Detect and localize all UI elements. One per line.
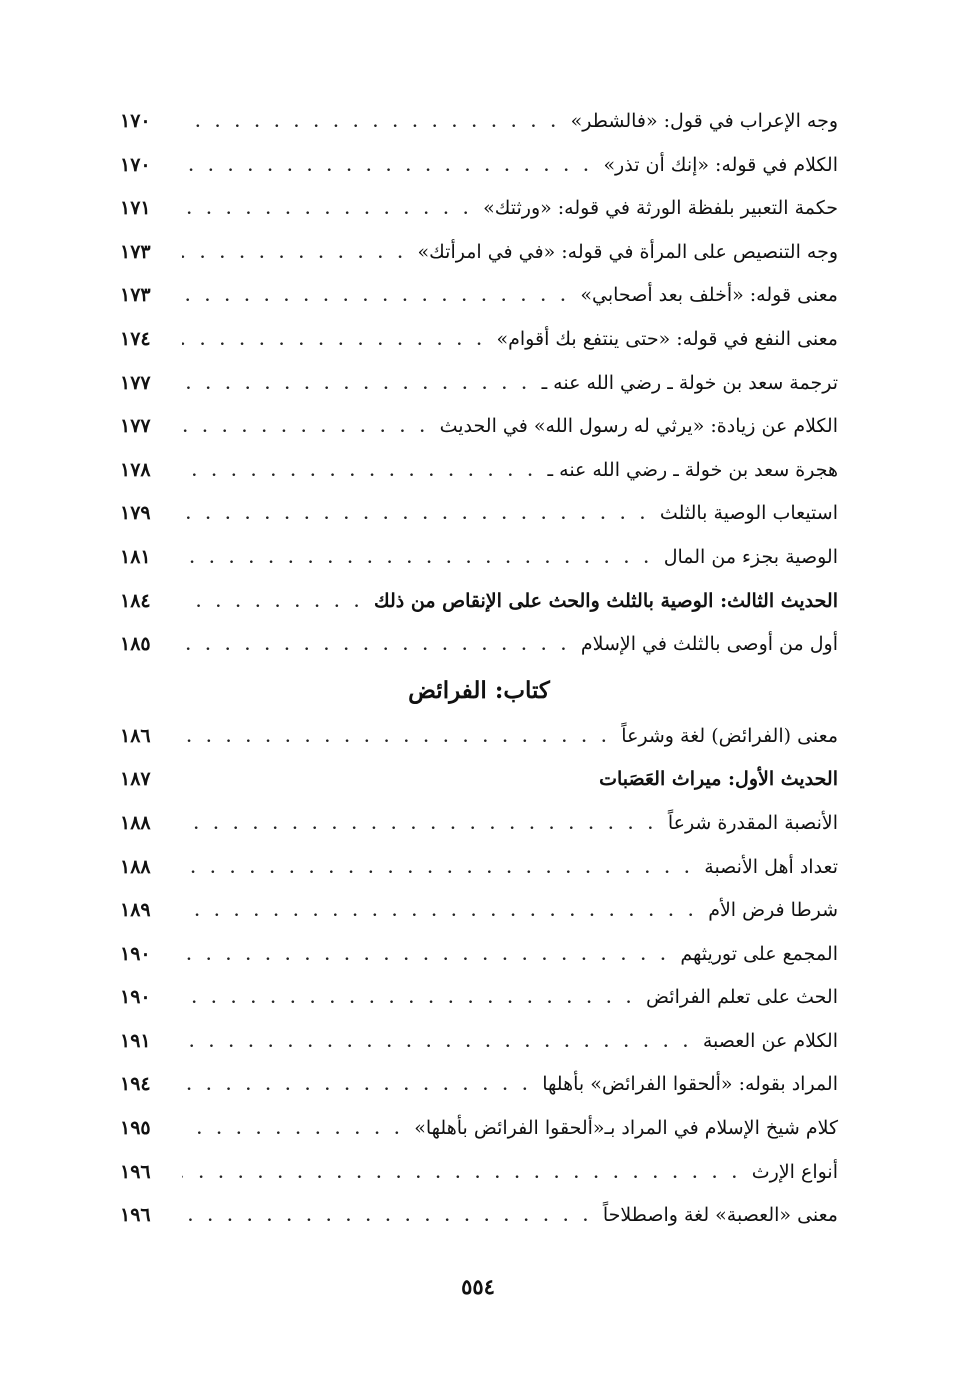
toc-entry [120, 144, 838, 188]
toc-entry-page: ١٧٠ [120, 110, 151, 132]
dot-leader [182, 717, 611, 761]
dot-leader [182, 320, 487, 364]
toc-entry-page: ١٧٧ [120, 415, 151, 438]
toc-entry [120, 846, 838, 890]
toc-entry [120, 1107, 838, 1151]
toc-entry-title: وجه التنصيص على المرأة في قوله: «في في امرأتك» [417, 240, 838, 263]
toc-entry [120, 449, 838, 493]
toc-entry-page: ١٧٣ [120, 240, 151, 263]
toc-entry [120, 492, 838, 536]
toc-entry [120, 536, 838, 580]
dot-leader [182, 364, 532, 408]
toc-entry-title: هجرة سعد بن خولة ـ رضي الله عنه ـ [547, 458, 838, 481]
toc-entry-page: ١٩٠ [120, 986, 151, 1009]
toc-entry-title: الحث على تعلم الفرائض [646, 986, 838, 1009]
toc-entry-title: معنى قوله: «أخلف بعد أصحابي» [580, 284, 838, 307]
toc-entry [120, 1063, 838, 1107]
dot-leader [182, 102, 561, 146]
toc-entry-page: ١٨٩ [120, 899, 151, 922]
toc-entry [120, 1194, 838, 1238]
toc-entry [120, 933, 838, 977]
toc-entry [120, 802, 838, 846]
page-number: ٥٥٤ [461, 1274, 495, 1299]
toc-entry-title: المجمع على توريثهم [680, 942, 838, 965]
toc-entry-title: الحديث الثالث: الوصية بالثلث والحث على الإنقاص من ذلك [373, 589, 838, 612]
toc-entry [120, 976, 838, 1020]
toc-entry [120, 405, 838, 449]
dot-leader [182, 494, 650, 538]
dot-leader [182, 1196, 593, 1240]
dot-leader [182, 146, 593, 190]
toc-entry-hadith-heading [120, 580, 838, 624]
toc-entry-page: ١٨٨ [120, 811, 151, 834]
toc-entry-page: ١٧٩ [120, 502, 151, 525]
dot-leader [182, 189, 473, 233]
toc-entry [120, 187, 838, 231]
toc-entry-page: ١٨٥ [120, 633, 151, 656]
toc-entry-page: ١٧٠ [120, 153, 151, 176]
dot-leader [182, 233, 408, 277]
toc-entry-page: ١٧٤ [120, 327, 151, 350]
toc-entry [120, 231, 838, 275]
toc-entry-title: استيعاب الوصية بالثلث [659, 502, 838, 525]
toc-entry-page: ١٨٨ [120, 855, 151, 878]
toc-entry-hadith-heading [120, 758, 838, 802]
toc-entry [120, 100, 838, 144]
toc-entry-page: ١٨٦ [120, 724, 151, 747]
toc-entry-page: ١٩٥ [120, 1117, 151, 1140]
dot-leader [182, 625, 571, 669]
table-of-contents [120, 100, 838, 1238]
dot-leader [182, 1153, 742, 1197]
dot-leader [182, 848, 694, 892]
toc-entry-page: ١٧٧ [120, 371, 151, 394]
dot-leader [182, 407, 430, 451]
toc-entry [120, 318, 838, 362]
dot-leader [182, 582, 364, 626]
toc-entry-title: الحديث الأول: ميراث العَصَبات [599, 768, 838, 791]
toc-entry-page: ١٧٨ [120, 458, 151, 481]
section-heading: كتاب: الفرائض [408, 676, 550, 704]
dot-leader [182, 978, 636, 1022]
toc-entry [120, 362, 838, 406]
toc-entry-page: ١٩٠ [120, 942, 151, 965]
toc-entry-page: ١٩٤ [120, 1073, 151, 1096]
dot-leader [182, 276, 570, 320]
toc-entry-page: ١٧٣ [120, 284, 151, 307]
toc-entry-title: المراد بقوله: «ألحقوا الفرائض» بأهلها [542, 1073, 838, 1096]
toc-entry-title: تعداد أهل الأنصبة [704, 855, 838, 878]
toc-entry-title: حكمة التعبير بلفظة الورثة في قوله: «ورثتك» [483, 197, 838, 220]
toc-entry-title: أنواع الإرث [751, 1160, 838, 1183]
toc-entry [120, 1020, 838, 1064]
toc-entry [120, 889, 838, 933]
toc-entry-title: معنى «العصبة» لغة واصطلاحاً [602, 1204, 838, 1227]
toc-entry-title: الأنصبة المقدرة شرعاً [667, 811, 838, 834]
toc-entry-title: معنى النفع في قوله: «حتى ينتفع بك أقوام» [496, 327, 838, 350]
toc-entry-title: شرطا فرض الأم [708, 899, 838, 922]
toc-entry-page: ١٩٦ [120, 1204, 151, 1227]
dot-leader [182, 1065, 532, 1109]
toc-entry [120, 1151, 838, 1195]
toc-entry-title: الكلام عن زيادة: «يرثي له رسول الله» في الحديث [439, 415, 838, 438]
dot-leader [182, 935, 670, 979]
toc-entry-title: أول من أوصى بالثلث في الإسلام [580, 633, 838, 656]
toc-entry-title: الكلام عن العصبة [702, 1029, 838, 1052]
toc-entry-page: ١٨١ [120, 545, 151, 568]
dot-leader [182, 891, 698, 935]
toc-entry-page: ١٩٦ [120, 1160, 151, 1183]
toc-entry-title: ترجمة سعد بن خولة ـ رضي الله عنه ـ [541, 371, 838, 394]
toc-entry-title: معنى (الفرائض) لغة وشرعاً [621, 724, 838, 747]
dot-leader [182, 1022, 693, 1066]
toc-entry-title: كلام شيخ الإسلام في المراد بـ«ألحقوا الفرائض بأهلها» [414, 1117, 838, 1140]
toc-entry [120, 274, 838, 318]
dot-leader [182, 451, 538, 495]
dot-leader [182, 538, 654, 582]
toc-entry-page: ١٩١ [120, 1029, 151, 1052]
toc-entry-page: ١٧١ [120, 197, 151, 220]
toc-entry [120, 715, 838, 759]
toc-entry-page: ١٨٧ [120, 768, 151, 791]
toc-entry [120, 623, 838, 667]
toc-entry-title: الوصية بجزء من المال [663, 545, 838, 568]
dot-leader [182, 804, 658, 848]
toc-entry-title: الكلام في قوله: «إنك أن تذر» [603, 153, 838, 176]
toc-entry-page: ١٨٤ [120, 589, 151, 612]
dot-leader [182, 1109, 404, 1153]
toc-entry-title: وجه الإعراب في قول: «فالشطر» [570, 110, 838, 132]
